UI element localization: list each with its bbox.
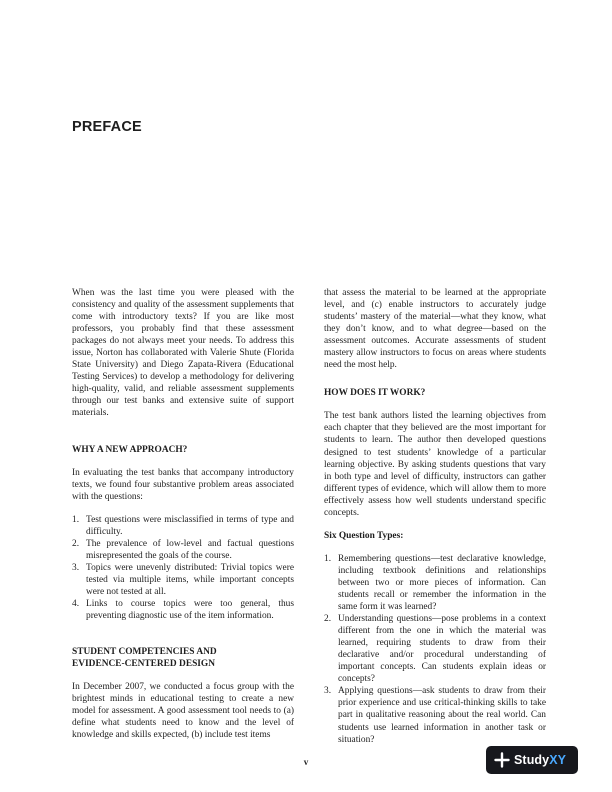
competencies-heading: STUDENT COMPETENCIES AND EVIDENCE-CENTERED DESIGN bbox=[72, 647, 217, 670]
list-item: 2. Understanding questions—pose problems in a context different from the one in which the material was learned, requiring students to draw from their declarative and/or procedural understanding of important concepts. Can students explain ideas or concepts? bbox=[324, 614, 546, 685]
competencies-paragraph: In December 2007, we conducted a focus group with the brightest minds in educational testing to create a new model for assessment. A good assessment tool needs to (a) define what students need to know and the level of knowledge and skills expected, (b) include test items bbox=[72, 682, 294, 741]
list-item: 4. Links to course topics were too general, thus preventing diagnostic use of the item information. bbox=[72, 599, 294, 622]
why-paragraph: In evaluating the test banks that accompany introductory texts, we found four substantive problem areas associated with the questions: bbox=[72, 467, 294, 502]
continuation-paragraph: that assess the material to be learned at the appropriate level, and (c) enable instructors to accurately judge students’ mastery of the material—what they know, what they don’t know, and to what degree—based on the assessment outcomes. Accurate assessments of student mastery allow instructors to focus on areas where students need the most help. bbox=[324, 288, 546, 371]
left-column bbox=[72, 287, 294, 741]
right-column bbox=[324, 287, 546, 746]
brand-name: StudyXY bbox=[514, 753, 567, 767]
how-heading: HOW DOES IT WORK? bbox=[324, 388, 426, 399]
why-heading: WHY A NEW APPROACH? bbox=[72, 444, 188, 455]
page-title: PREFACE bbox=[72, 119, 142, 135]
list-item: 1. Test questions were misclassified in terms of type and difficulty. bbox=[72, 514, 294, 537]
list-item: 3. Topics were unevenly distributed: Trivial topics were tested via multiple items, while important concepts were not tested at all. bbox=[72, 562, 294, 597]
question-types-heading: Six Question Types: bbox=[324, 530, 404, 541]
list-item: 3. Applying questions—ask students to draw from their prior experience and use critical-thinking skills to take part in qualitative reasoning about the real world. Can students use learned information in another task or situation? bbox=[324, 686, 546, 745]
list-item: 1. Remembering questions—test declarative knowledge, including textbook definitions and relationships between two or more pieces of information. Can students recall or remember the information in the same form it was learned? bbox=[324, 553, 546, 613]
how-paragraph: The test bank authors listed the learning objectives from each chapter that they believed are the most important for students to learn. The author then developed questions designed to test students’ knowledge of a particular learning objective. By asking students questions that vary in both type and level of difficulty, instructors can gather different types of evidence, which will allow them to more effectively assess how well students understand specific concepts. bbox=[324, 411, 546, 518]
problem-list bbox=[72, 514, 294, 622]
page-number: v bbox=[303, 757, 309, 767]
list-item: 2. The prevalence of low-level and factual questions misrepresented the goals of the course. bbox=[72, 538, 294, 561]
plus-icon bbox=[494, 752, 510, 768]
studyxy-watermark[interactable] bbox=[486, 746, 578, 774]
question-type-list bbox=[324, 553, 546, 746]
intro-paragraph: When was the last time you were pleased with the consistency and quality of the assessment supplements that come with introductory texts? If you are like most professors, you probably find that these assessment packages do not always meet your needs. To address this issue, Norton has collaborated with Valerie Shute (Florida State University) and Diego Zapata-Rivera (Educational Testing Services) to develop a methodology for delivering high-quality, valid, and reliable assessment supplements through our test banks and extensive suite of support materials. bbox=[72, 288, 294, 419]
